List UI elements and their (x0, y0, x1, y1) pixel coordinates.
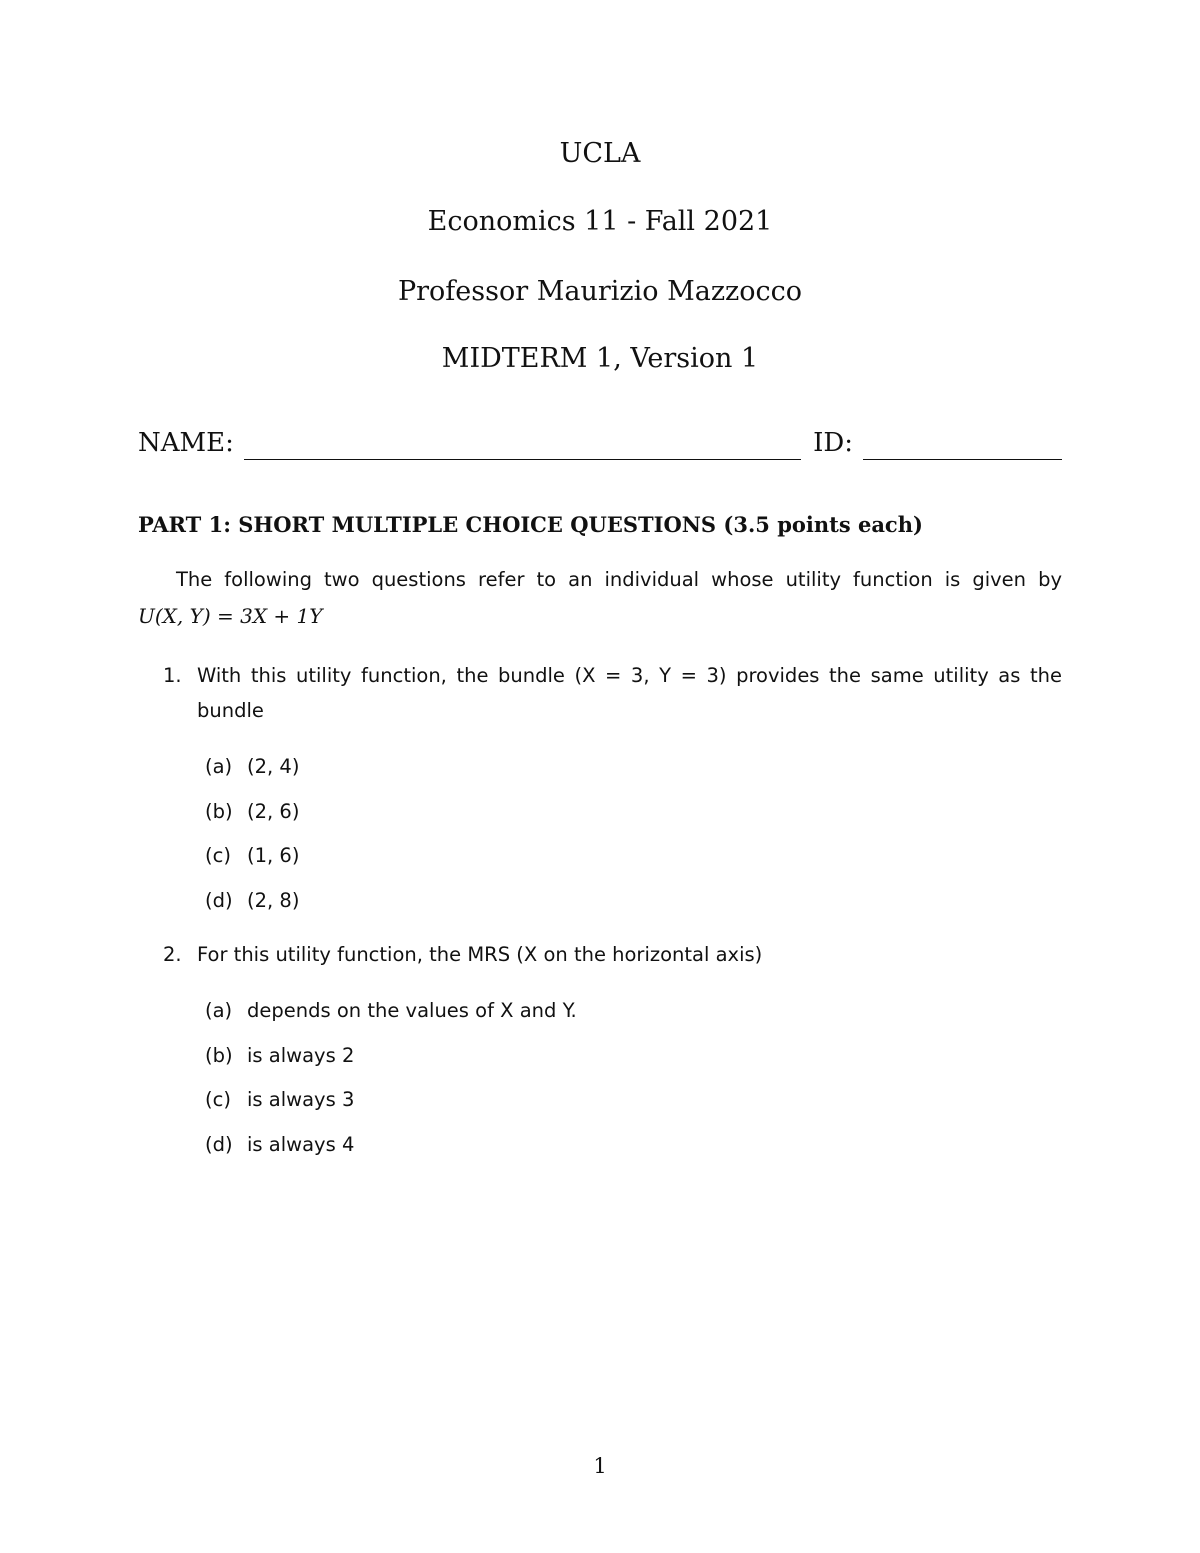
option-letter: (b) (205, 1044, 233, 1067)
option-letter: (b) (205, 800, 233, 823)
id-label: ID: (813, 428, 853, 458)
option-text: is always 4 (247, 1133, 355, 1156)
utility-function-formula: U(X, Y) = 3X + 1Y (138, 604, 323, 628)
option-text: (2, 6) (247, 800, 300, 823)
option-text: is always 3 (247, 1088, 355, 1111)
question-2-option-b[interactable] (205, 1041, 354, 1071)
name-field-line[interactable] (244, 429, 801, 460)
question-1-option-d[interactable] (205, 886, 299, 916)
option-text: (2, 8) (247, 889, 300, 912)
option-letter: (c) (205, 844, 231, 867)
question-1-option-c[interactable] (205, 841, 299, 871)
name-label: NAME: (138, 428, 234, 458)
question-2-option-c[interactable] (205, 1085, 354, 1115)
institution-title: UCLA (559, 138, 641, 169)
course-title: Economics 11 - Fall 2021 (427, 206, 773, 237)
option-letter: (a) (205, 755, 233, 778)
question-2-option-a[interactable] (205, 996, 577, 1026)
option-text: is always 2 (247, 1044, 355, 1067)
option-letter: (d) (205, 1133, 233, 1156)
question-1-number: 1. (163, 664, 182, 687)
id-field-line[interactable] (863, 429, 1062, 460)
part-1-intro-line-1: The following two questions refer to an individual whose utility function is given by (176, 568, 1062, 591)
page-number: 1 (593, 1454, 607, 1478)
question-2-text: For this utility function, the MRS (X on the horizontal axis) (197, 943, 763, 966)
question-1-option-b[interactable] (205, 797, 299, 827)
option-text: depends on the values of X and Y. (247, 999, 577, 1022)
student-info-row (138, 426, 1062, 460)
part-1-heading: PART 1: SHORT MULTIPLE CHOICE QUESTIONS (3.5 points each) (138, 512, 923, 537)
option-letter: (c) (205, 1088, 231, 1111)
professor-name: Professor Maurizio Mazzocco (397, 276, 803, 307)
question-1-text-line-1: With this utility function, the bundle (X = 3, Y = 3) provides the same utility as the (197, 664, 1062, 687)
question-2-number: 2. (163, 943, 182, 966)
option-letter: (a) (205, 999, 233, 1022)
question-2-option-d[interactable] (205, 1130, 354, 1160)
question-1-text-line-2: bundle (197, 699, 264, 722)
option-text: (2, 4) (247, 755, 300, 778)
option-text: (1, 6) (247, 844, 300, 867)
exam-title: MIDTERM 1, Version 1 (441, 343, 759, 374)
question-1-option-a[interactable] (205, 752, 299, 782)
option-letter: (d) (205, 889, 233, 912)
